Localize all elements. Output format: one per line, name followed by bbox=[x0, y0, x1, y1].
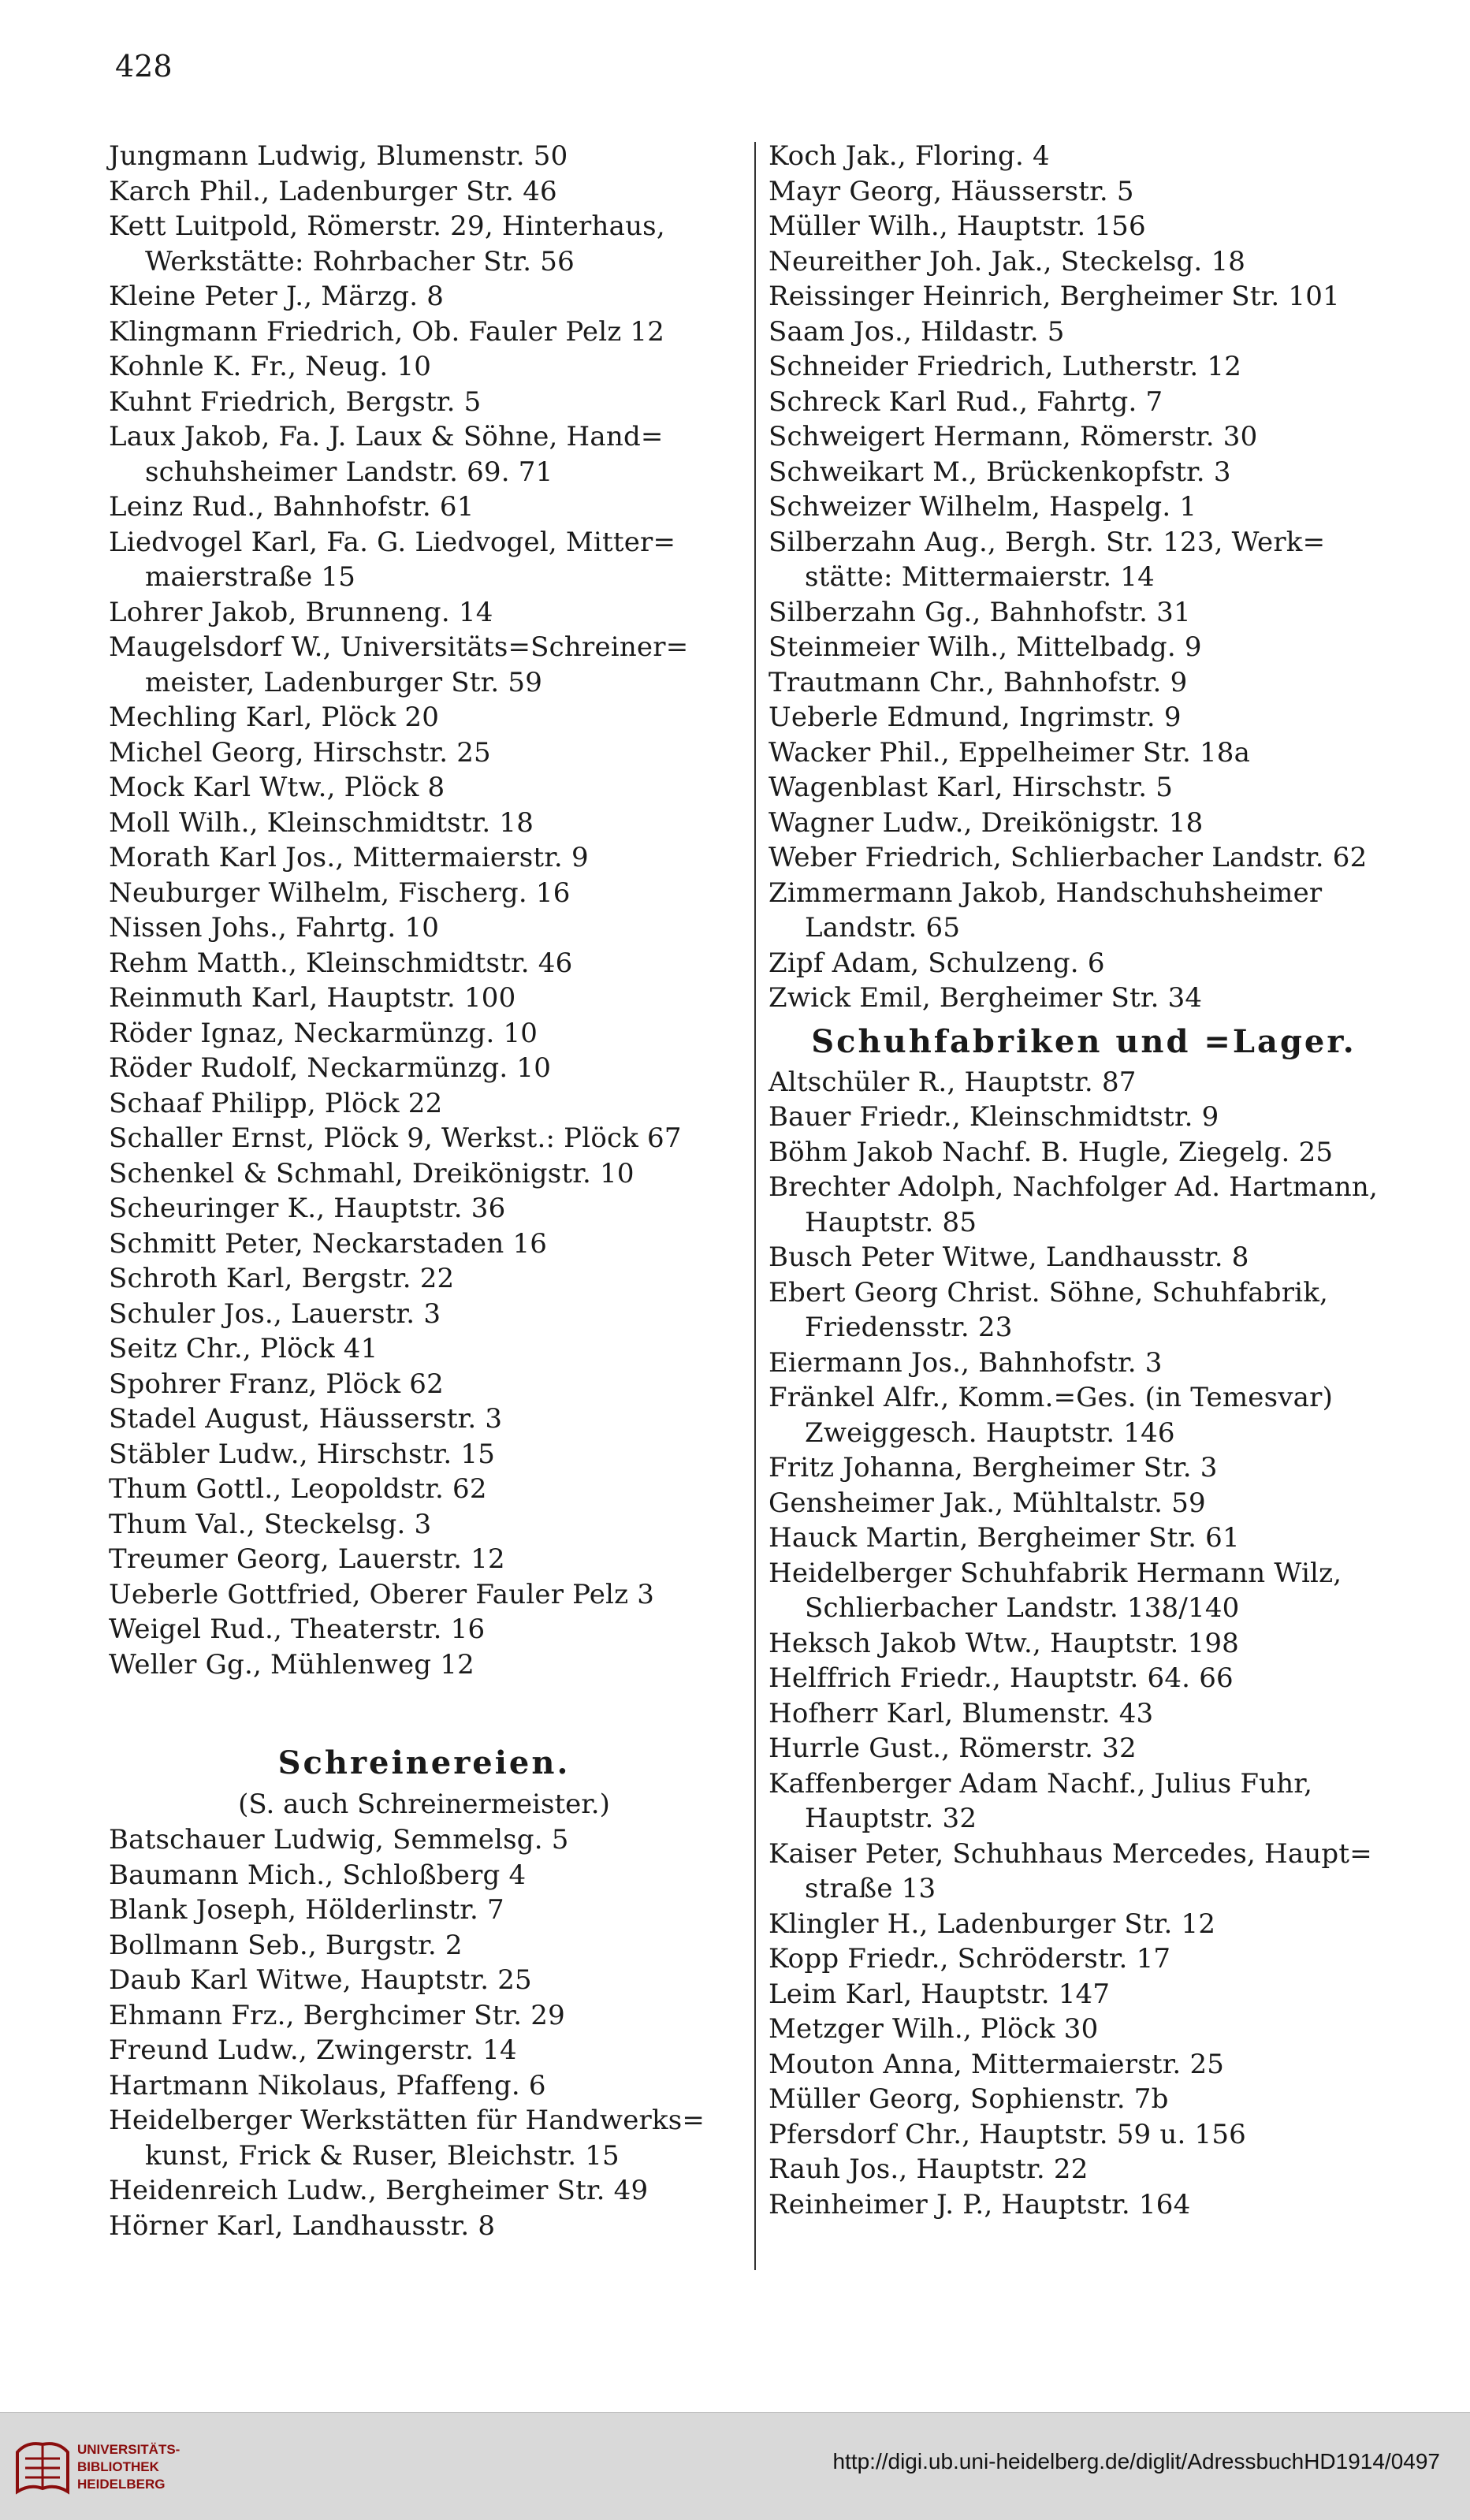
directory-entry-continuation: straße 13 bbox=[805, 1873, 936, 1904]
directory-entry: Kaffenberger Adam Nachf., Julius Fuhr, bbox=[768, 1767, 1313, 1800]
directory-entry: Daub Karl Witwe, Hauptstr. 25 bbox=[109, 1964, 532, 1996]
directory-entry: Müller Georg, Sophienstr. 7b bbox=[768, 2083, 1169, 2115]
directory-entry: Zipf Adam, Schulzeng. 6 bbox=[768, 947, 1105, 979]
directory-entry: Metzger Wilh., Plöck 30 bbox=[768, 2013, 1099, 2045]
directory-entry: Trautmann Chr., Bahnhofstr. 9 bbox=[768, 666, 1188, 698]
directory-entry: Fritz Johanna, Bergheimer Str. 3 bbox=[768, 1452, 1218, 1483]
directory-entry-continuation: maierstraße 15 bbox=[145, 561, 356, 593]
directory-entry: Treumer Georg, Lauerstr. 12 bbox=[109, 1543, 505, 1575]
directory-entry: Schweizer Wilhelm, Haspelg. 1 bbox=[768, 491, 1197, 523]
library-name-line-3: HEIDELBERG bbox=[77, 2477, 166, 2492]
directory-entry: Kopp Friedr., Schröderstr. 17 bbox=[768, 1943, 1171, 1975]
directory-entry: Kuhnt Friedrich, Bergstr. 5 bbox=[109, 385, 482, 418]
directory-entry: Spohrer Franz, Plöck 62 bbox=[109, 1368, 444, 1400]
directory-entry: Seitz Chr., Plöck 41 bbox=[109, 1333, 378, 1364]
directory-entry-continuation: stätte: Mittermaierstr. 14 bbox=[805, 561, 1155, 593]
directory-entry: Karch Phil., Ladenburger Str. 46 bbox=[109, 175, 557, 207]
directory-entry: Bauer Friedr., Kleinschmidtstr. 9 bbox=[768, 1101, 1219, 1133]
directory-entry: Kleine Peter J., Märzg. 8 bbox=[109, 281, 445, 312]
library-name-line-2: BIBLIOTHEK bbox=[77, 2459, 159, 2474]
directory-entry: Thum Val., Steckelsg. 3 bbox=[109, 1508, 432, 1540]
directory-entry: Schneider Friedrich, Lutherstr. 12 bbox=[768, 351, 1242, 382]
directory-entry: Steinmeier Wilh., Mittelbadg. 9 bbox=[768, 631, 1202, 663]
directory-entry: Silberzahn Aug., Bergh. Str. 123, Werk= bbox=[768, 526, 1326, 558]
directory-entry: Morath Karl Jos., Mittermaierstr. 9 bbox=[109, 842, 589, 873]
directory-entry: Altschüler R., Hauptstr. 87 bbox=[768, 1066, 1137, 1098]
directory-entry: Heksch Jakob Wtw., Hauptstr. 198 bbox=[768, 1627, 1240, 1659]
directory-entry: Schuler Jos., Lauerstr. 3 bbox=[109, 1297, 441, 1330]
directory-entry: Brechter Adolph, Nachfolger Ad. Hartmann, bbox=[768, 1171, 1379, 1203]
directory-entry: Heidenreich Ludw., Bergheimer Str. 49 bbox=[109, 2175, 649, 2206]
directory-entry-continuation: Schlierbacher Landstr. 138/140 bbox=[805, 1592, 1240, 1624]
directory-entry: Kett Luitpold, Römerstr. 29, Hinterhaus, bbox=[109, 210, 665, 242]
directory-entry: Reinmuth Karl, Hauptstr. 100 bbox=[109, 982, 516, 1014]
directory-entry: Laux Jakob, Fa. J. Laux & Söhne, Hand= bbox=[109, 421, 664, 452]
library-name-line-1: UNIVERSITÄTS- bbox=[77, 2442, 180, 2457]
directory-entry: Saam Jos., Hildastr. 5 bbox=[768, 315, 1065, 348]
directory-entry: Schenkel & Schmahl, Dreikönigstr. 10 bbox=[109, 1157, 635, 1189]
directory-entry: Nissen Johs., Fahrtg. 10 bbox=[109, 912, 440, 944]
directory-entry: Mayr Georg, Häusserstr. 5 bbox=[768, 175, 1134, 207]
directory-entry: Zwick Emil, Bergheimer Str. 34 bbox=[768, 982, 1203, 1014]
directory-entry: Busch Peter Witwe, Landhausstr. 8 bbox=[768, 1241, 1249, 1273]
directory-entry: Röder Rudolf, Neckarmünzg. 10 bbox=[109, 1052, 552, 1084]
directory-entry: Leim Karl, Hauptstr. 147 bbox=[768, 1978, 1111, 2010]
directory-entry: Wacker Phil., Eppelheimer Str. 18a bbox=[768, 736, 1251, 769]
directory-entry: Baumann Mich., Schloßberg 4 bbox=[109, 1859, 527, 1891]
directory-entry: Schroth Karl, Bergstr. 22 bbox=[109, 1263, 455, 1294]
directory-entry: Pfersdorf Chr., Hauptstr. 59 u. 156 bbox=[768, 2118, 1246, 2150]
directory-entry: Kaiser Peter, Schuhhaus Mercedes, Haupt= bbox=[768, 1837, 1372, 1870]
right-column bbox=[768, 139, 1399, 2222]
directory-entry: Mouton Anna, Mittermaierstr. 25 bbox=[768, 2048, 1225, 2080]
directory-entry: Heidelberger Werkstätten für Handwerks= bbox=[109, 2105, 705, 2136]
directory-entry: Freund Ludw., Zwingerstr. 14 bbox=[109, 2034, 517, 2066]
directory-entry: Bollmann Seb., Burgstr. 2 bbox=[109, 1929, 463, 1961]
directory-entry: Rauh Jos., Hauptstr. 22 bbox=[768, 2153, 1089, 2185]
directory-entry: Schweigert Hermann, Römerstr. 30 bbox=[768, 421, 1258, 452]
directory-entry: Stäbler Ludw., Hirschstr. 15 bbox=[109, 1438, 496, 1470]
directory-entry: Schaller Ernst, Plöck 9, Werkst.: Plöck 67 bbox=[109, 1122, 682, 1154]
directory-entry: Ueberle Edmund, Ingrimstr. 9 bbox=[768, 702, 1182, 733]
directory-entry: Koch Jak., Floring. 4 bbox=[768, 140, 1050, 172]
directory-entry: Fränkel Alfr., Komm.=Ges. (in Temesvar) bbox=[768, 1382, 1334, 1413]
directory-entry: Kohnle K. Fr., Neug. 10 bbox=[109, 351, 432, 382]
directory-entry: Klingmann Friedrich, Ob. Fauler Pelz 12 bbox=[109, 315, 665, 348]
directory-entry: Ebert Georg Christ. Söhne, Schuhfabrik, bbox=[768, 1276, 1329, 1308]
directory-entry: Hörner Karl, Landhausstr. 8 bbox=[109, 2209, 496, 2242]
directory-entry: Zimmermann Jakob, Handschuhsheimer bbox=[768, 877, 1323, 909]
directory-entry: Stadel August, Häusserstr. 3 bbox=[109, 1403, 503, 1435]
directory-entry: Neureither Joh. Jak., Steckelsg. 18 bbox=[768, 245, 1246, 277]
directory-entry-continuation: Friedensstr. 23 bbox=[805, 1312, 1013, 1343]
directory-entry: Weber Friedrich, Schlierbacher Landstr. 62 bbox=[768, 842, 1368, 873]
directory-entry: Klingler H., Ladenburger Str. 12 bbox=[768, 1908, 1216, 1940]
directory-entry: Hartmann Nikolaus, Pfaffeng. 6 bbox=[109, 2069, 546, 2101]
directory-entry: Moll Wilh., Kleinschmidtstr. 18 bbox=[109, 806, 534, 839]
library-seal-icon bbox=[11, 2436, 74, 2500]
section-heading: Schuhfabriken und =Lager. bbox=[811, 1022, 1356, 1060]
directory-entry: Jungmann Ludwig, Blumenstr. 50 bbox=[109, 140, 568, 172]
directory-entry: Rehm Matth., Kleinschmidtstr. 46 bbox=[109, 947, 573, 979]
section-heading: Schreinereien. bbox=[277, 1744, 571, 1781]
directory-entry: Hauck Martin, Bergheimer Str. 61 bbox=[768, 1522, 1240, 1554]
directory-entry: Hofherr Karl, Blumenstr. 43 bbox=[768, 1697, 1154, 1729]
directory-entry: Schaaf Philipp, Plöck 22 bbox=[109, 1087, 443, 1119]
permalink[interactable]: http://digi.ub.uni-heidelberg.de/diglit/AdressbuchHD1914/0497 bbox=[832, 2449, 1440, 2473]
directory-entry-continuation: schuhsheimer Landstr. 69. 71 bbox=[145, 456, 553, 488]
directory-entry: Neuburger Wilhelm, Fischerg. 16 bbox=[109, 877, 571, 909]
directory-entry: Gensheimer Jak., Mühltalstr. 59 bbox=[768, 1487, 1206, 1519]
directory-entry-continuation: Werkstätte: Rohrbacher Str. 56 bbox=[145, 245, 575, 277]
directory-entry: Thum Gottl., Leopoldstr. 62 bbox=[109, 1473, 487, 1505]
directory-entry: Eiermann Jos., Bahnhofstr. 3 bbox=[768, 1346, 1163, 1379]
directory-entry-continuation: Hauptstr. 85 bbox=[805, 1206, 977, 1238]
directory-entry: Hurrle Gust., Römerstr. 32 bbox=[768, 1733, 1137, 1764]
directory-entry-continuation: Zweiggesch. Hauptstr. 146 bbox=[805, 1416, 1175, 1449]
directory-entry: Schweikart M., Brückenkopfstr. 3 bbox=[768, 456, 1231, 488]
directory-entry: Reinheimer J. P., Hauptstr. 164 bbox=[768, 2188, 1191, 2220]
directory-entry-continuation: Hauptstr. 32 bbox=[805, 1803, 977, 1834]
directory-entry: Röder Ignaz, Neckarmünzg. 10 bbox=[109, 1017, 538, 1049]
directory-entry: Böhm Jakob Nachf. B. Hugle, Ziegelg. 25 bbox=[768, 1136, 1334, 1168]
directory-entry: Lohrer Jakob, Brunneng. 14 bbox=[109, 596, 493, 628]
library-name bbox=[77, 2441, 180, 2493]
column-divider bbox=[754, 142, 756, 2270]
directory-entry: Reissinger Heinrich, Bergheimer Str. 101 bbox=[768, 281, 1340, 312]
directory-entry: Liedvogel Karl, Fa. G. Liedvogel, Mitter= bbox=[109, 526, 676, 558]
directory-entry: Batschauer Ludwig, Semmelsg. 5 bbox=[109, 1824, 569, 1856]
directory-entry-continuation: kunst, Frick & Ruser, Bleichstr. 15 bbox=[145, 2139, 620, 2172]
directory-entry: Weller Gg., Mühlenweg 12 bbox=[109, 1648, 474, 1681]
directory-entry: Scheuringer K., Hauptstr. 36 bbox=[109, 1193, 506, 1224]
directory-entry: Müller Wilh., Hauptstr. 156 bbox=[768, 210, 1146, 242]
directory-entry: Michel Georg, Hirschstr. 25 bbox=[109, 736, 491, 769]
directory-entry: Mock Karl Wtw., Plöck 8 bbox=[109, 772, 445, 803]
directory-entry: Ueberle Gottfried, Oberer Fauler Pelz 3 bbox=[109, 1578, 655, 1610]
section-note: (S. auch Schreinermeister.) bbox=[238, 1789, 610, 1820]
directory-entry: Wagenblast Karl, Hirschstr. 5 bbox=[768, 772, 1174, 803]
directory-entry: Maugelsdorf W., Universitäts=Schreiner= bbox=[109, 631, 689, 663]
directory-entry: Wagner Ludw., Dreikönigstr. 18 bbox=[768, 806, 1204, 839]
library-logo[interactable] bbox=[11, 2433, 180, 2500]
directory-entry: Schreck Karl Rud., Fahrtg. 7 bbox=[768, 385, 1163, 418]
directory-entry: Heidelberger Schuhfabrik Hermann Wilz, bbox=[768, 1557, 1342, 1589]
page-number: 428 bbox=[115, 49, 173, 84]
section-spacer bbox=[109, 1682, 739, 1737]
directory-entry: Leinz Rud., Bahnhofstr. 61 bbox=[109, 491, 474, 523]
viewer-footer bbox=[0, 2412, 1470, 2520]
left-column bbox=[109, 139, 739, 2243]
directory-entry: Silberzahn Gg., Bahnhofstr. 31 bbox=[768, 596, 1191, 628]
directory-entry: Schmitt Peter, Neckarstaden 16 bbox=[109, 1227, 548, 1260]
directory-entry-continuation: meister, Ladenburger Str. 59 bbox=[145, 666, 543, 698]
directory-entry: Helffrich Friedr., Hauptstr. 64. 66 bbox=[768, 1662, 1234, 1694]
directory-entry: Blank Joseph, Hölderlinstr. 7 bbox=[109, 1894, 504, 1926]
directory-entry-continuation: Landstr. 65 bbox=[805, 912, 961, 944]
directory-entry: Ehmann Frz., Berghcimer Str. 29 bbox=[109, 1999, 565, 2031]
directory-entry: Weigel Rud., Theaterstr. 16 bbox=[109, 1614, 486, 1645]
directory-entry: Mechling Karl, Plöck 20 bbox=[109, 702, 440, 733]
